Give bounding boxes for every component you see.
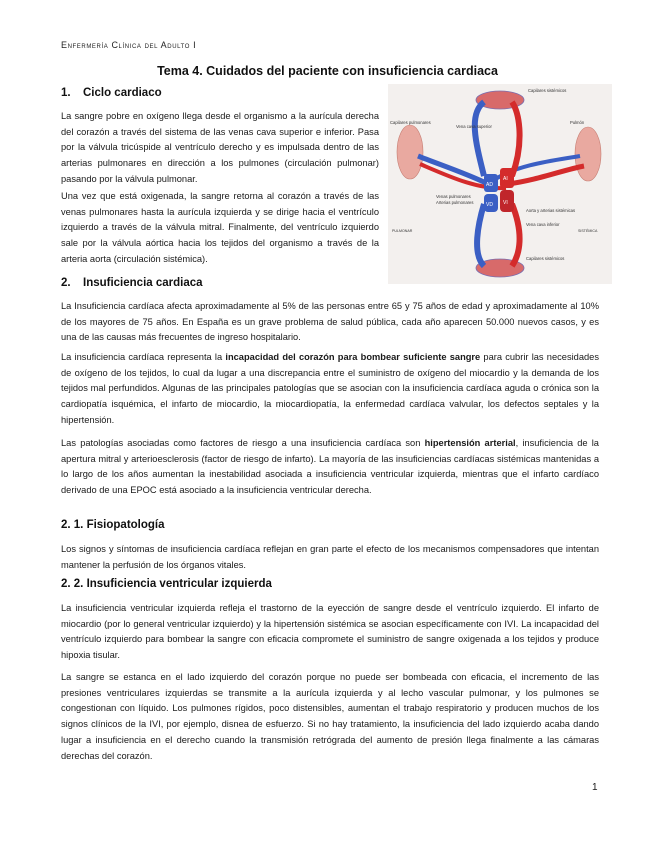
circulation-diagram <box>388 84 612 284</box>
document-title: Tema 4. Cuidados del paciente con insuficiencia cardiaca <box>157 64 498 78</box>
paragraph-ic-2-bold: incapacidad del corazón para bombear suficiente sangre <box>225 352 481 362</box>
label-vena-cava-superior: Vena cava superior <box>456 124 492 129</box>
paragraph-ciclo-2: Una vez que está oxigenada, la sangre retorna al corazón a través de las venas pulmonares hasta la aurícula izquierda y se dirige hacia el ventrículo izquierdo a través de la válvula mitral. Finalmente, del ventrículo izquierdo sale por la válvula aórtica hacia los tejidos del organismo a través de la arteria aorta (circulación sistémica). <box>61 191 379 264</box>
paragraph-ic-3-text-c: , insuficiencia de la apertura mitral y arterioesclerosis (factor de riesgo de infarto). La mayoría de las insuficiencias cardíacas sistémicas mantenidas a lo largo de los años aumentan la inestabilidad asociada a insuficiencia ventricular izquierda, mientras que el infarto cardíaco derivado de una EPOC está asociado a la insuficiencia ventricular derecha. <box>61 438 599 496</box>
section-heading-insuficiencia-cardiaca <box>61 277 203 289</box>
label-capilares-pulmonares: Capilares pulmonares <box>390 120 431 125</box>
label-vd: VD <box>486 202 493 208</box>
label-venas-pulmonares: Venas pulmonares <box>436 194 471 199</box>
section-title: Ciclo cardiaco <box>83 87 162 99</box>
label-vena-cava-inferior: Vena cava inferior <box>526 222 560 227</box>
inferior-vena-cava-icon <box>477 204 484 266</box>
section-number: 1. <box>61 87 71 99</box>
section-heading-fisiopatologia: 2. 1. Fisiopatología <box>61 519 165 531</box>
section-number: 2. <box>61 277 71 289</box>
label-ad: AD <box>486 182 493 188</box>
page-number: 1 <box>592 782 598 793</box>
circulation-illustration <box>388 84 612 284</box>
paragraph-ic-2 <box>61 350 599 429</box>
paragraph-fisiopatologia: Los signos y síntomas de insuficiencia cardíaca reflejan en gran parte el efecto de los mecanismos compensadores que intentan mantener la perfusión de los órganos vitales. <box>61 544 599 570</box>
paragraph-ic-3-text-a: Las patologías asociadas como factores de riesgo a una insuficiencia cardíaca son <box>61 438 425 448</box>
paragraph-ic-2-text-c: para cubrir las necesidades de oxígeno de los tejidos, lo cual da lugar a una discrepancia entre el suministro de oxígeno del miocardio y la demanda de los tejidos mal perfundidos. Algunas de las principales patologías que se asocian con la insuficiencia cardíaca aguda o crónica son la cardiopatía isquémica, el infarto de miocardio, la miocardiopatía, la enfermedad cardíaca valvular, los defectos septales y la hipertensión. <box>61 352 599 425</box>
label-vi: VI <box>503 200 508 206</box>
paragraph-ic-2-text-a: La insuficiencia cardíaca representa la <box>61 352 226 362</box>
label-capilares-sistemicos-bottom: Capilares sistémicos <box>526 256 565 261</box>
label-pulmonar: PULMONAR <box>392 229 413 233</box>
label-arterias-pulmonares: Arterias pulmonares <box>436 200 474 205</box>
superior-vena-cava-icon <box>475 102 484 176</box>
aorta-up-icon <box>512 102 520 176</box>
section-title: Insuficiencia cardiaca <box>83 277 203 289</box>
running-header: Enfermería Clínica del Adulto I <box>61 40 197 50</box>
paragraph-ivi-2: La sangre se estanca en el lado izquierdo del corazón porque no puede ser bombeada con eficacia, el incremento de las presiones ventriculares izquierdas se transmite a la aurícula izquierda y al lecho vascular pulmonar, y los pulmones se congestionan con líquido. Los pulmones rígidos, poco distensibles, aumentan el trabajo respiratorio y producen muchos de los signos clínicos de la IVI, por ejemplo, disnea de esfuerzo. Si no hay tratamiento, la insuficiencia del lado izquierdo acaba dando lugar a insuficiencia en el derecho cuando la transmisión retrógrada del aumento de presión llega finalmente a las cámaras derechas del corazón. <box>61 672 599 761</box>
paragraph-ciclo-1: La sangre pobre en oxígeno llega desde el organismo a la aurícula derecha del corazón a través del sistema de las venas cava superior e inferior. Pasa por la válvula tricúspide al ventrículo derecho y es impulsada dentro de las arterias pulmonares en dirección a los pulmones (circulación pulmonar) pasando por la válvula pulmonar. <box>61 111 379 184</box>
label-sistemica: SISTÉMICA <box>578 229 598 233</box>
left-lung-icon <box>397 125 423 179</box>
label-aorta-arterias: Aorta y arterias sistémicas <box>526 208 576 213</box>
aorta-down-icon <box>512 204 520 266</box>
label-capilares-sistemicos-top: Capilares sistémicos <box>528 88 567 93</box>
section-heading-ivi: 2. 2. Insuficiencia ventricular izquierda <box>61 578 272 590</box>
paragraph-ic-3 <box>61 436 599 499</box>
paragraph-ivi-1: La insuficiencia ventricular izquierda refleja el trastorno de la eyección de sangre desde el ventrículo izquierdo. El infarto de miocardio (por lo general ventricular izquierdo) y la hipertensión sistémica se asocian específicamente con IVI. La incapacidad del ventrículo izquierdo para bombear la sangre con eficacia compromete el suministro de sangre oxigenada a los tejidos y produce hipoxia tisular. <box>61 603 599 661</box>
section-heading-ciclo-cardiaco <box>61 87 162 99</box>
right-lung-icon <box>575 127 601 181</box>
label-pulmon: Pulmón <box>570 120 585 125</box>
label-ai: AI <box>503 176 508 182</box>
paragraph-ic-1: La Insuficiencia cardíaca afecta aproximadamente al 5% de las personas entre 65 y 75 años de edad y aproximadamente al 10% de los mayores de 75 años. En España es un grave problema de salud pública, cada año aparecen 50.000 nuevos casos, y es una de las causas más frecuentes de ingreso hospitalario. <box>61 301 599 343</box>
paragraph-ic-3-bold: hipertensión arterial <box>424 438 516 448</box>
